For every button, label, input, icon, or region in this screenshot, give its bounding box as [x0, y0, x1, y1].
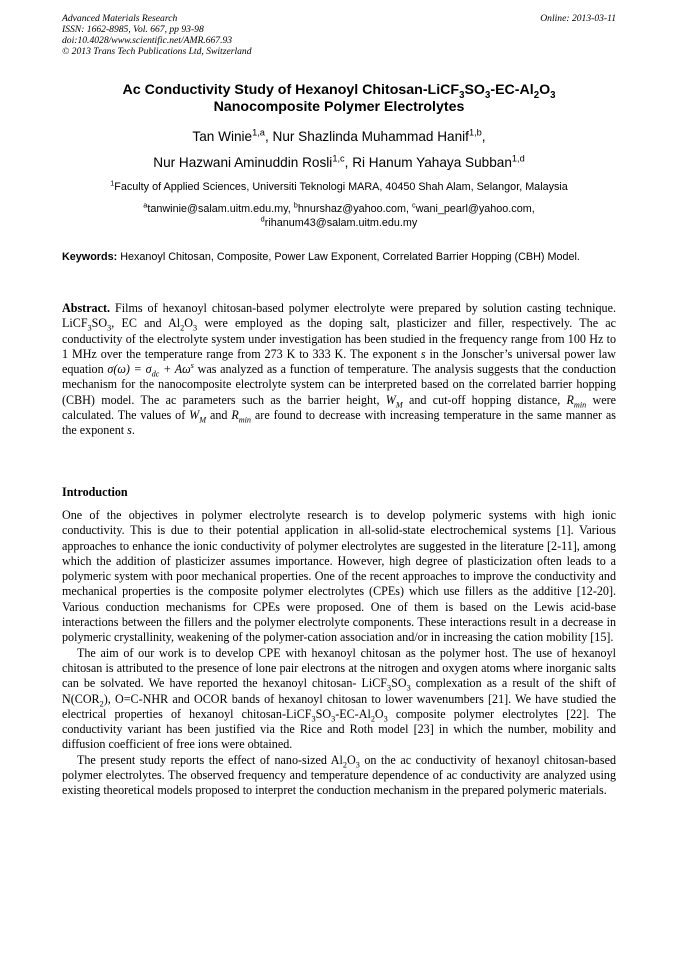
author-list	[62, 124, 616, 176]
keywords-label: Keywords:	[62, 251, 118, 263]
author-emails	[62, 202, 616, 230]
emails-line-2: $^d$rihanum43@salam.uitm.edu.my	[260, 214, 418, 229]
affiliation: $^1$Faculty of Applied Sciences, Universiti Teknologi MARA, 40450 Shah Alam, Selangor, Malaysia	[110, 178, 568, 193]
emails-line-1: $^a$tanwinie@salam.uitm.edu.my, $^b$hnurshaz@yahoo.com, $^c$wani_pearl@yahoo.com,	[143, 200, 535, 215]
authors-line-2: Nur Hazwani Aminuddin Rosli$^{1,c}$, Ri Hanum Yahaya Subban$^{1,d}$	[153, 153, 525, 170]
title-line-2: Nanocomposite Polymer Electrolytes	[213, 99, 465, 115]
journal-header	[62, 13, 616, 57]
intro-paragraph-2: The aim of our work is to develop CPE with hexanoyl chitosan as the polymer host. The use of hexanoyl chitosan is attributed to the presence of lone pair electrons at the nitrogen and oxygen atoms where inorganic salts can be solvated. We have reported the hexanoyl chitosan- $LiCF_3SO_3$ complexation as a result of the shift of $N(COR_2)$, O=C-NHR and OCOR bands of hexanoyl chitosan to lower wavenumbers [21]. We have studied the electrical properties of hexanoyl chitosan-$LiCF_3SO_3-EC-Al_2O_3$ composite polymer electrolytes [22]. The conductivity variant has been justified via the Rice and Roth model [23] in which the number, mobility and diffusion coefficient of free ions were obtained.	[62, 645, 616, 752]
journal-copyright: © 2013 Trans Tech Publications Ltd, Switzerland	[62, 46, 252, 57]
journal-doi: doi:10.4028/www.scientific.net/AMR.667.93	[62, 35, 233, 46]
online-date: Online: 2013-03-11	[540, 13, 616, 24]
journal-name: Advanced Materials Research	[62, 13, 178, 24]
title-line-1: Ac Conductivity Study of Hexanoyl Chitosan-$LiCF_3SO_3-EC-Al_2O_3$	[122, 82, 556, 101]
intro-paragraph-1: One of the objectives in polymer electrolyte research is to develop polymeric systems with high ionic conductivity. This is due to their potential application in all-solid-state electrochemical systems [1]. Various approaches to enhance the ionic conductivity of polymer electrolytes are suggested in the literature [2-11], among which the addition of plasticizer assumes importance. However, high degree of plasticization often leads to a polymeric system with poor mechanical properties. One of the recent approaches to improve the conductivity and mechanical properties is the composite polymer electrolytes (CPEs) which use fillers as the additive [12-20]. Various conduction mechanisms for CPEs were proposed. One of them is based on the Lewis acid-base interactions between the fillers and the polymer electrolyte components. These interactions result in a decrease in polymeric crystallinity, weakening of the polymer-cation association and/or in increasing the cation mobility [15].	[62, 508, 616, 645]
section-heading-introduction: Introduction	[62, 485, 128, 499]
keywords: Keywords: Hexanoyl Chitosan, Composite, Power Law Exponent, Correlated Barrier Hopping (CBH) Model.	[62, 251, 580, 263]
intro-paragraph-3: The present study reports the effect of nano-sized $Al_2O_3$ on the ac conductivity of hexanoyl chitosan-based polymer electrolytes. The observed frequency and temperature dependence of ac conductivity are analyzed using existing theoretical models proposed to interpret the conduction mechanism in the prepared polymeric materials.	[62, 752, 616, 798]
abstract: Abstract. Films of hexanoyl chitosan-based polymer electrolyte were prepared by solution casting technique. $LiCF_3SO_3$, EC and $Al_2O_3$ were employed as the doping salt, plasticizer and filler, respectively. The ac conductivity of the electrolyte system under investigation has been studied in the frequency range from 100 Hz to 1 MHz over the temperature range from 273 K to 333 K. The exponent s in the Jonscher’s universal power law equation $\sigma(\omega) = \sigma_{dc} + A\omega^s$ was analyzed as a function of temperature. The analysis suggests that the conduction mechanism for the nanocomposite electrolyte system can be interpreted based on the correlated barrier hopping (CBH) model. The ac parameters such as the barrier height, $W_M$ and cut-off hopping distance, $R_{min}$ were calculated. The values of $W_M$ and $R_{min}$ are found to decrease with increasing temperature in the same manner as the exponent s.	[62, 301, 617, 438]
introduction-body	[62, 508, 616, 799]
authors-line-1: Tan Winie$^{1,a}$, Nur Shazlinda Muhammad Hanif$^{1,b}$,	[192, 127, 486, 144]
paper-title	[62, 82, 616, 116]
journal-issn: ISSN: 1662-8985, Vol. 667, pp 93-98	[62, 24, 204, 35]
power-law-equation: $\sigma(\omega) = \sigma_{dc} + A\omega^s$	[107, 361, 194, 379]
abstract-label: Abstract.	[62, 301, 111, 315]
